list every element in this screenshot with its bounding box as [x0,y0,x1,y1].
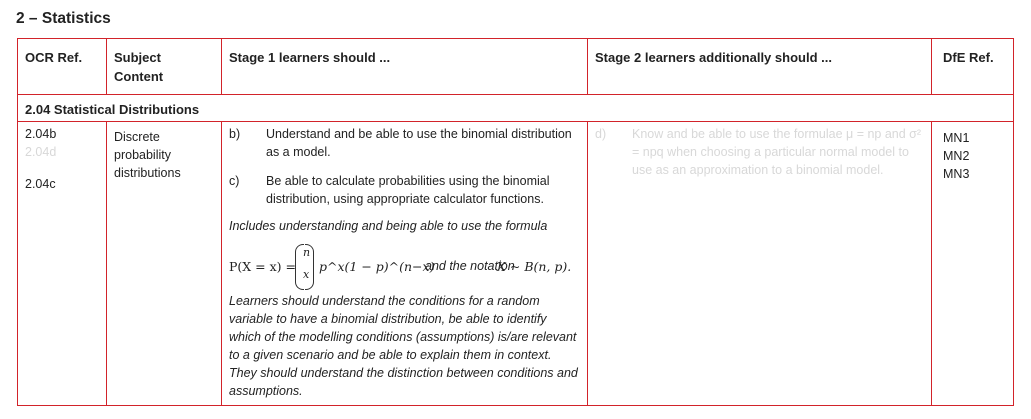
ocr-ref-2-04d: 2.04d [25,145,57,159]
col-divider-1-header [106,39,107,94]
col-divider-2 [221,121,222,405]
col-divider-2-header [221,39,222,94]
binomial-bottom: x [303,268,310,281]
formula-rhs: p^x(1 − p)^(n−x) [319,259,435,274]
formula-notation: X ~ B(n, p). [497,259,572,274]
subject-content-text: Discrete probability distributions [114,130,181,180]
ocr-ref-2-04b: 2.04b [25,127,57,141]
stage2-item-d-text: Know and be able to use the formulae μ = np and σ² = npq when choosing a particular normal model to use as an approximation to a binomial model. [632,127,922,177]
dfe-ref-mn1: MN1 [943,131,970,145]
dfe-ref-mn3: MN3 [943,167,970,181]
header-stage2: Stage 2 learners additionally should ... [595,50,832,65]
binomial-top: n [303,246,311,259]
header-stage1: Stage 1 learners should ... [229,50,391,65]
col-divider-3 [587,121,588,405]
ocr-ref-2-04c: 2.04c [25,177,56,191]
section-title: 2 – Statistics [16,10,111,27]
header-dfe-ref: DfE Ref. [943,50,994,65]
binomial-right-paren [305,244,314,290]
formula-tail-text: and the notation [425,259,515,273]
stage1-item-b-text: Understand and be able to use the binomial distribution as a model. [266,127,572,159]
dfe-ref-mn2: MN2 [943,149,970,163]
header-subject-content: Subject Content [114,50,164,84]
subsection-title: 2.04 Statistical Distributions [25,102,200,117]
header-ocr-ref: OCR Ref. [25,50,83,65]
col-divider-1 [106,121,107,405]
stage1-formula-note: Includes understanding and being able to use the formula [229,219,548,233]
specification-table [17,38,1014,406]
subsection-divider [18,121,1013,122]
col-divider-4-header [931,39,932,94]
header-divider [18,94,1013,95]
stage1-item-c-label: c) [229,174,240,188]
stage1-item-b-label: b) [229,127,241,141]
col-divider-4 [931,121,932,405]
stage1-paragraph: Learners should understand the conditions for a random variable to have a binomial distribution, be able to identify which of the modelling conditions (assumptions) is/are relevant to a given scenario and be able to explain them in context. They should understand the distinction between conditions and assumptions. [229,294,578,398]
col-divider-3-header [587,39,588,94]
stage2-item-d-label: d) [595,127,607,141]
formula-lhs: P(X = x) = [229,259,296,274]
stage1-item-c-text: Be able to calculate probabilities using the binomial distribution, using appropriate calculator functions. [266,174,550,206]
